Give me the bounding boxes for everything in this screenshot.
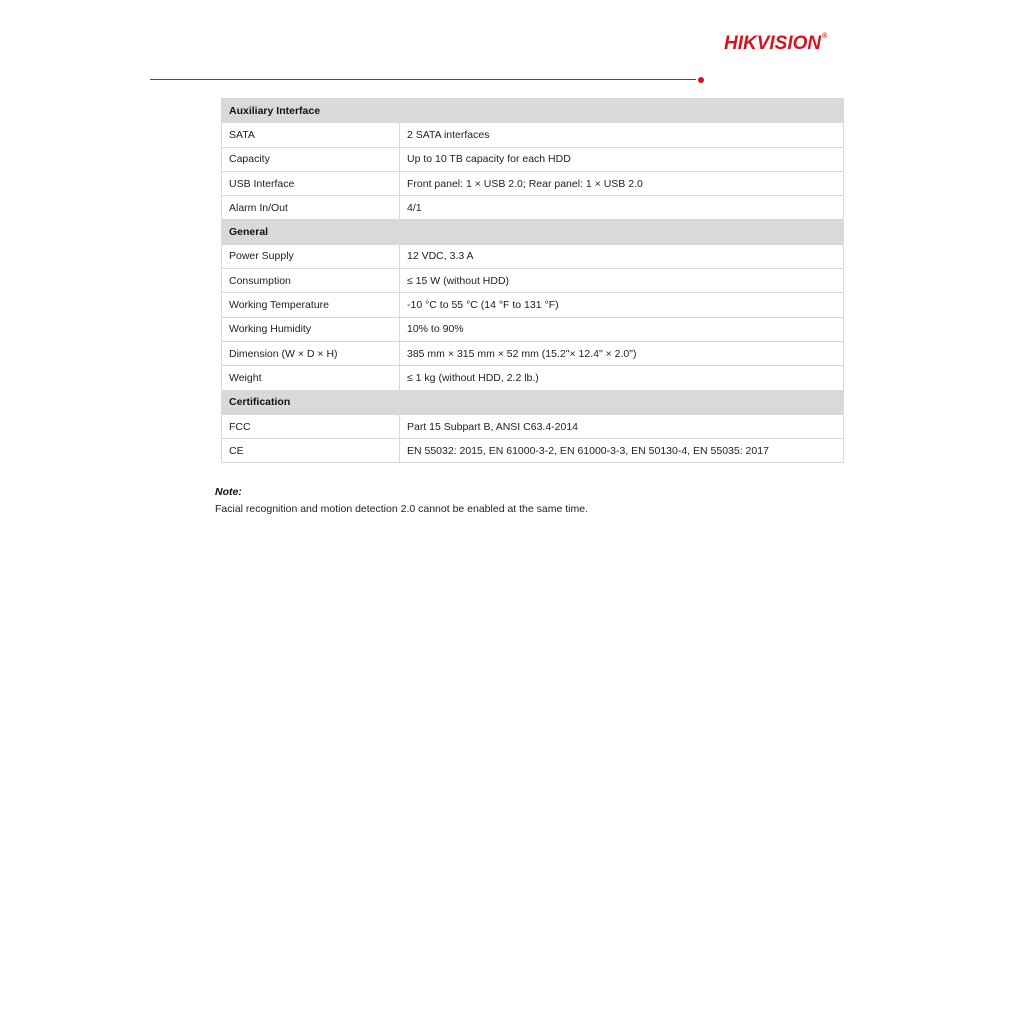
spec-value: ≤ 1 kg (without HDD, 2.2 lb.) [400,366,844,390]
spec-label: FCC [222,414,400,438]
hikvision-logo [724,33,827,55]
table-row [222,293,844,317]
section-header-general [222,220,844,244]
table-row [222,366,844,390]
logo-text: HIKVISION [724,33,822,54]
spec-label: Working Humidity [222,317,400,341]
spec-label: Capacity [222,147,400,171]
table-row [222,147,844,171]
section-header-certification [222,390,844,414]
table-row [222,317,844,341]
table-row [222,171,844,195]
spec-label: CE [222,439,400,463]
table-row [222,244,844,268]
spec-label: Dimension (W × D × H) [222,341,400,365]
spec-value: EN 55032: 2015, EN 61000-3-2, EN 61000-3-3, EN 50130-4, EN 55035: 2017 [400,439,844,463]
spec-value: 2 SATA interfaces [400,123,844,147]
registered-mark: ® [822,33,828,40]
spec-value: 4/1 [400,196,844,220]
spec-label: Consumption [222,269,400,293]
section-header-auxiliary-interface [222,99,844,123]
header-rule [150,79,696,80]
spec-label: Alarm In/Out [222,196,400,220]
specifications-table [221,98,844,463]
header-rule-dot [698,77,704,83]
section-title: Auxiliary Interface [222,99,844,123]
note-title: Note: [215,486,242,498]
table-row [222,123,844,147]
spec-label: Power Supply [222,244,400,268]
spec-value: Up to 10 TB capacity for each HDD [400,147,844,171]
note-text: Facial recognition and motion detection 2.0 cannot be enabled at the same time. [215,503,588,515]
section-title: General [222,220,844,244]
spec-value: Front panel: 1 × USB 2.0; Rear panel: 1 × USB 2.0 [400,171,844,195]
spec-value: 10% to 90% [400,317,844,341]
spec-label: USB Interface [222,171,400,195]
spec-label: SATA [222,123,400,147]
spec-label: Weight [222,366,400,390]
table-row [222,196,844,220]
table-row [222,341,844,365]
spec-label: Working Temperature [222,293,400,317]
table-row [222,414,844,438]
spec-value: 12 VDC, 3.3 A [400,244,844,268]
section-title: Certification [222,390,844,414]
spec-value: -10 °C to 55 °C (14 °F to 131 °F) [400,293,844,317]
spec-value: 385 mm × 315 mm × 52 mm (15.2"× 12.4" × 2.0") [400,341,844,365]
table-row [222,269,844,293]
spec-value: Part 15 Subpart B, ANSI C63.4-2014 [400,414,844,438]
spec-value: ≤ 15 W (without HDD) [400,269,844,293]
table-row [222,439,844,463]
